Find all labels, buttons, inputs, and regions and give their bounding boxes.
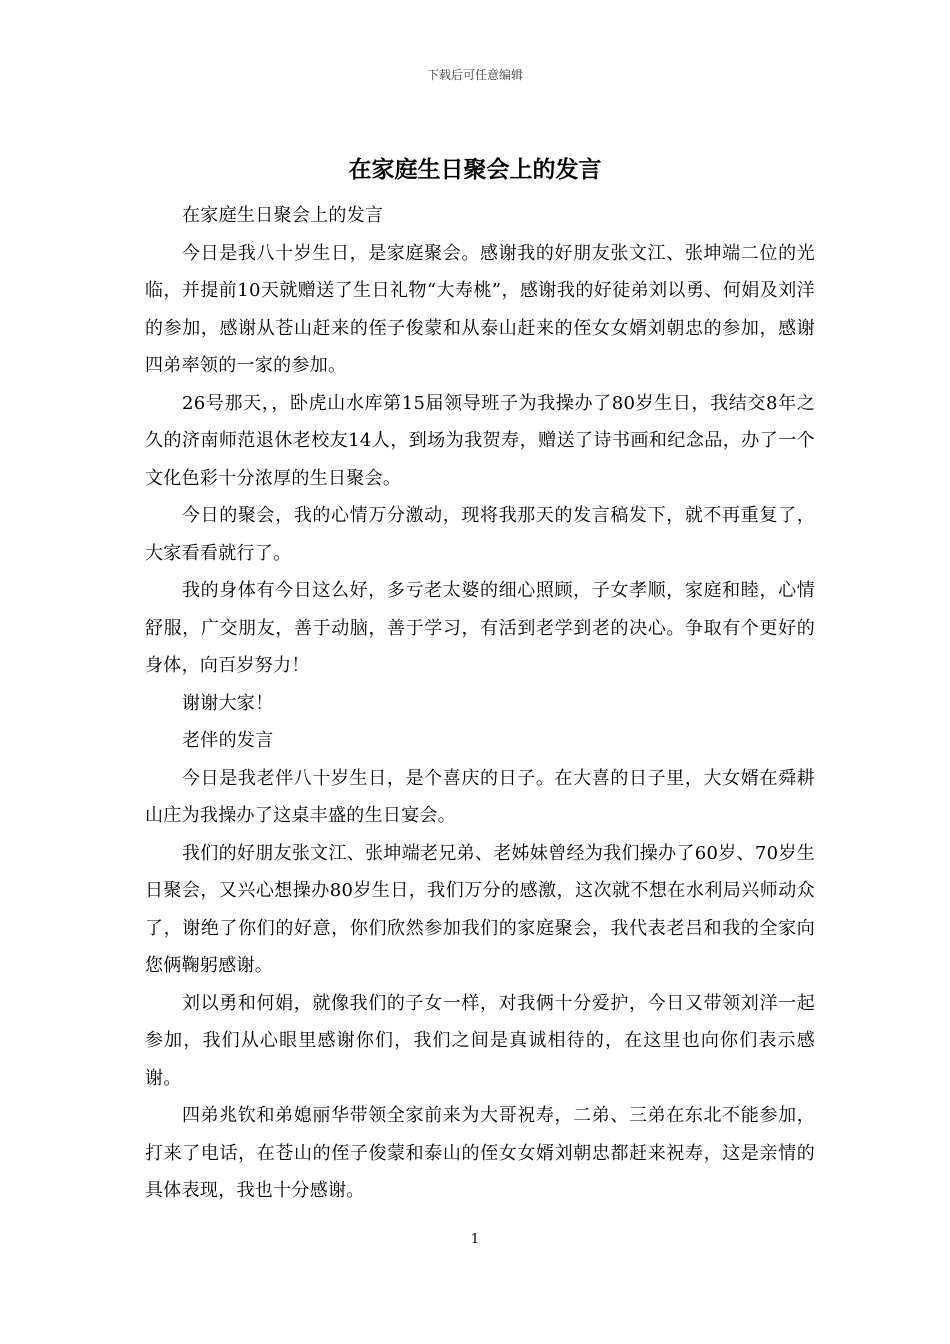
document-body	[145, 197, 815, 1210]
header-note: 下载后可任意编辑	[426, 68, 523, 82]
paragraph: 我的身体有今日这么好，多亏老太婆的细心照顾，子女孝顺，家庭和睦，心情舒服，广交朋友，善于动脑，善于学习，有活到老学到老的决心。争取有个更好的身体，向百岁努力！	[145, 580, 815, 676]
paragraph: 今日是我八十岁生日，是家庭聚会。感谢我的好朋友张文江、张坤端二位的光临，并提前10天就赠送了生日礼物“大寿桃”，感谢我的好徒弟刘以勇、何娟及刘洋的参加，感谢从苍山赶来的侄子俊蒙和从泰山赶来的侄女女婿刘朝忠的参加，感谢四弟率领的一家的参加。	[145, 242, 815, 376]
document-title: 在家庭生日聚会上的发言	[348, 156, 602, 183]
paragraph: 我们的好朋友张文江、张坤端老兄弟、老姊妹曾经为我们操办了60岁、70岁生日聚会，又兴心想操办80岁生日，我们万分的感激，这次就不想在水利局兴师动众了，谢绝了你们的好意，你们欣然参加我们的家庭聚会，我代表老吕和我的全家向您俩鞠躬感谢。	[145, 842, 815, 976]
paragraph-section-heading: 老伴的发言	[182, 730, 274, 751]
page-number: 1	[470, 1232, 480, 1247]
paragraph: 今日是我老伴八十岁生日，是个喜庆的日子。在大喜的日子里，大女婿在舜耕山庄为我操办了这桌丰盛的生日宴会。	[145, 767, 815, 826]
paragraph: 刘以勇和何娟，就像我们的子女一样，对我俩十分爱护，今日又带领刘洋一起参加，我们从心眼里感谢你们，我们之间是真诚相待的，在这里也向你们表示感谢。	[145, 992, 815, 1089]
paragraph: 26号那天，，卧虎山水库第15届领导班子为我操办了80岁生日，我结交8年之久的济南师范退休老校友14人，到场为我贺寿，赠送了诗书画和纪念品，办了一个文化色彩十分浓厚的生日聚会。	[145, 392, 815, 489]
paragraph-subtitle: 在家庭生日聚会上的发言	[182, 205, 384, 226]
paragraph: 四弟兆钦和弟媳丽华带领全家前来为大哥祝寿，二弟、三弟在东北不能参加，打来了电话，在苍山的侄子俊蒙和泰山的侄女女婿刘朝忠都赶来祝寿，这是亲情的具体表现，我也十分感谢。	[145, 1105, 815, 1201]
paragraph-thanks: 谢谢大家！	[182, 692, 274, 714]
paragraph: 今日的聚会，我的心情万分激动，现将我那天的发言稿发下，就不再重复了，大家看看就行了。	[145, 505, 815, 564]
